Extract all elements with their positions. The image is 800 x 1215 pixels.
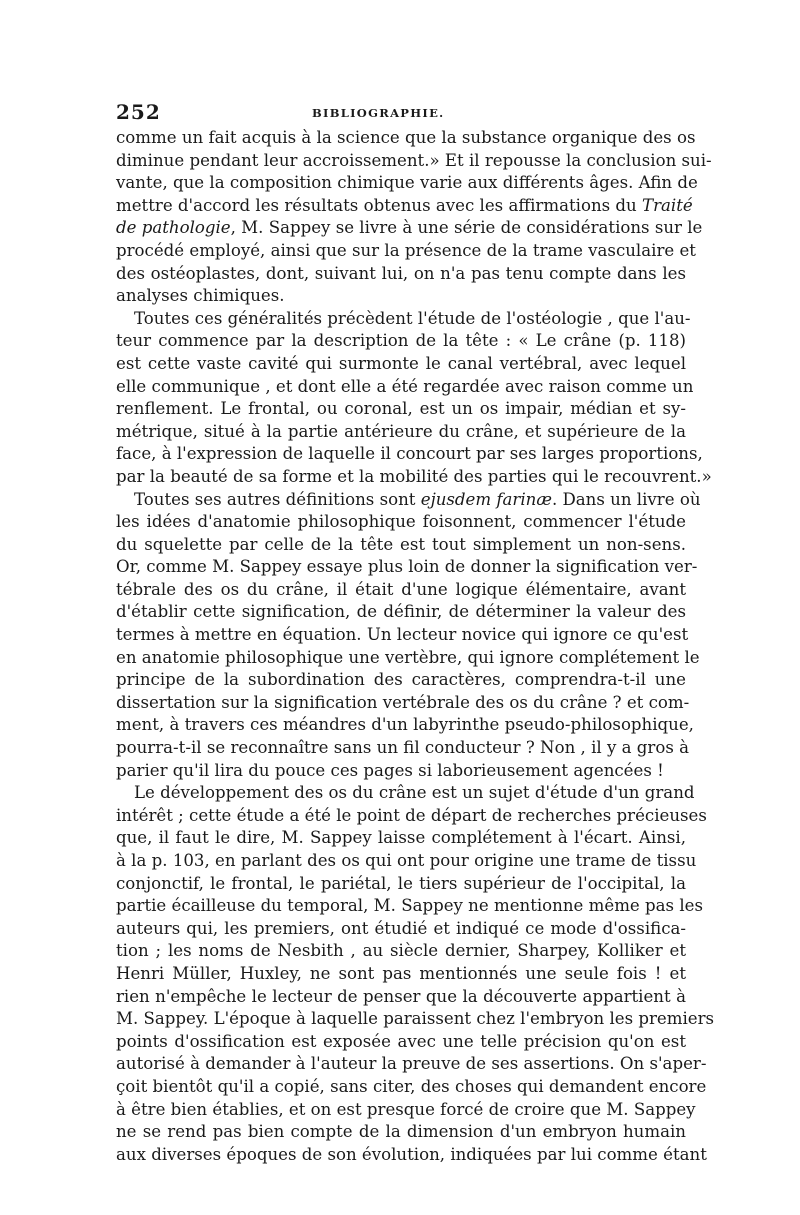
text-line: [116, 895, 703, 918]
line-text: Henri Müller, Huxley, ne sont pas mentionnés une seule fois ! et: [116, 963, 686, 983]
text-line: [116, 624, 689, 647]
line-text: aux diverses époques de son évolution, indiquées par lui comme étant: [116, 1144, 707, 1164]
italic-text: Traité: [642, 195, 693, 215]
text-line: [116, 127, 696, 150]
text-line: [116, 737, 690, 760]
line-text: M. Sappey. L'époque à laquelle paraissent chez l'embryon les premiers: [116, 1009, 715, 1029]
text-line: [116, 489, 701, 512]
line-text: Toutes ces généralités précèdent l'étude de l'ostéologie , que l'au-: [134, 308, 691, 328]
text-line: [116, 918, 686, 941]
line-text: ne se rend pas bien compte de la dimension d'un embryon humain: [116, 1122, 686, 1142]
text-line: [116, 308, 691, 331]
text-line: [116, 714, 694, 737]
text-line: [116, 873, 686, 896]
text-line: [116, 1099, 696, 1122]
line-text: que, il faut le dire, M. Sappey laisse complétement à l'écart. Ainsi,: [116, 828, 686, 848]
text-line: [116, 827, 686, 850]
text-line: [116, 240, 696, 263]
line-text: partie écailleuse du temporal, M. Sappey ne mentionne même pas les: [116, 896, 703, 916]
line-text: principe de la subordination des caractères, comprendra-t-il une: [116, 670, 686, 690]
text-line: [116, 1144, 707, 1167]
text-line: [116, 263, 686, 286]
text-line: [116, 963, 686, 986]
line-text: des ostéoplastes, dont, suivant lui, on n'a pas tenu compte dans les: [116, 263, 686, 283]
text-line: [116, 805, 707, 828]
line-text: par la beauté de sa forme et la mobilité des parties qui le recouvrent.»: [116, 466, 712, 486]
line-text: à être bien établies, et on est presque forcé de croire que M. Sappey: [116, 1099, 696, 1119]
line-text: d'établir cette signification, de définir, de déterminer la valeur des: [116, 602, 686, 622]
text-line: [116, 760, 686, 783]
line-text: en anatomie philosophique une vertèbre, qui ignore complétement le: [116, 647, 700, 667]
line-text: ment, à travers ces méandres d'un labyrinthe pseudo-philosophique,: [116, 715, 694, 735]
line-text: parier qu'il lira du pouce ces pages si laborieusement agencées !: [116, 760, 664, 780]
text-line: [116, 285, 686, 308]
line-text: diminue pendant leur accroissement.» Et il repousse la conclusion sui-: [116, 150, 712, 170]
line-text: pourra-t-il se reconnaître sans un fil conducteur ? Non , il y a gros à: [116, 738, 690, 758]
text-line: [116, 647, 700, 670]
line-text: elle communique , et dont elle a été regardée avec raison comme un: [116, 376, 694, 396]
text-line: [116, 601, 686, 624]
line-text: Or, comme M. Sappey essaye plus loin de donner la signification ver-: [116, 557, 698, 577]
line-text: face, à l'expression de laquelle il concourt par ses larges proportions,: [116, 444, 703, 464]
text-line: [116, 1053, 707, 1076]
line-text: procédé employé, ainsi que sur la présence de la trame vasculaire et: [116, 240, 696, 260]
text-line: [116, 217, 703, 240]
line-text: tion ; les noms de Nesbith , au siècle dernier, Sharpey, Kolliker et: [116, 941, 686, 961]
line-text: analyses chimiques.: [116, 286, 285, 306]
text-line: [116, 398, 686, 421]
text-line: [116, 1008, 715, 1031]
text-line: [116, 669, 686, 692]
line-text: points d'ossification est exposée avec une telle précision qu'on est: [116, 1031, 686, 1051]
line-text: termes à mettre en équation. Un lecteur novice qui ignore ce qu'est: [116, 625, 689, 645]
text-line: [116, 556, 698, 579]
text-line: [116, 986, 686, 1009]
text-line: [116, 1121, 686, 1144]
text-line: [116, 1031, 686, 1054]
line-text: les idées d'anatomie philosophique foisonnent, commencer l'étude: [116, 512, 686, 532]
line-text: Le développement des os du crâne est un sujet d'étude d'un grand: [134, 783, 695, 803]
text-line: [116, 443, 703, 466]
italic-text: de pathologie: [116, 218, 231, 238]
line-text: dissertation sur la signification vertébrale des os du crâne ? et com-: [116, 692, 690, 712]
line-text: à la p. 103, en parlant des os qui ont pour origine une trame de tissu: [116, 851, 697, 870]
text-line: [116, 534, 686, 557]
line-text: tébrale des os du crâne, il était d'une logique élémentaire, avant: [116, 579, 686, 599]
text-line: [116, 195, 693, 218]
text-line: [116, 1076, 707, 1099]
body-text: [116, 127, 715, 1166]
line-text: métrique, situé à la partie antérieure du crâne, et supérieure de la: [116, 421, 686, 441]
text-line: [116, 376, 694, 399]
line-text: auteurs qui, les premiers, ont étudié et indiqué ce mode d'ossifica-: [116, 918, 686, 938]
text-line: [116, 150, 712, 173]
running-head: BIBLIOGRAPHIE.: [312, 106, 445, 120]
text-line: [116, 579, 686, 602]
line-text: Toutes ses autres définitions sont: [134, 489, 421, 509]
text-line: [116, 850, 697, 873]
line-text: , M. Sappey se livre à une série de considérations sur le: [230, 218, 703, 238]
page-number: 252: [116, 100, 161, 124]
text-line: [116, 782, 695, 805]
line-text: renflement. Le frontal, ou coronal, est un os impair, médian et sy-: [116, 399, 686, 419]
text-line: [116, 940, 686, 963]
text-line: [116, 511, 686, 534]
text-line: [116, 353, 686, 376]
page-header: [116, 100, 686, 130]
line-text: çoit bientôt qu'il a copié, sans citer, des choses qui demandent encore: [116, 1076, 707, 1096]
line-text: du squelette par celle de la tête est tout simplement un non-sens.: [116, 534, 686, 554]
text-line: [116, 330, 686, 353]
line-text: autorisé à demander à l'auteur la preuve de ses assertions. On s'aper-: [116, 1054, 707, 1074]
italic-text: ejusdem farinæ: [420, 489, 552, 509]
text-line: [116, 172, 698, 195]
line-text: teur commence par la description de la tête : « Le crâne (p. 118): [116, 331, 686, 351]
line-text: conjonctif, le frontal, le pariétal, le tiers supérieur de l'occipital, la: [116, 873, 686, 893]
line-text: vante, que la composition chimique varie aux différents âges. Afin de: [116, 173, 698, 193]
line-text: intérêt ; cette étude a été le point de départ de recherches précieuses: [116, 805, 707, 825]
line-text: comme un fait acquis à la science que la substance organique des os: [116, 128, 696, 147]
text-line: [116, 692, 690, 715]
text-line: [116, 421, 686, 444]
line-text: mettre d'accord les résultats obtenus avec les affirmations du: [116, 195, 643, 215]
text-line: [116, 466, 712, 489]
line-text: est cette vaste cavité qui surmonte le canal vertébral, avec lequel: [116, 353, 686, 373]
line-text: rien n'empêche le lecteur de penser que la découverte appartient à: [116, 986, 686, 1006]
line-text: . Dans un livre où: [551, 489, 701, 509]
